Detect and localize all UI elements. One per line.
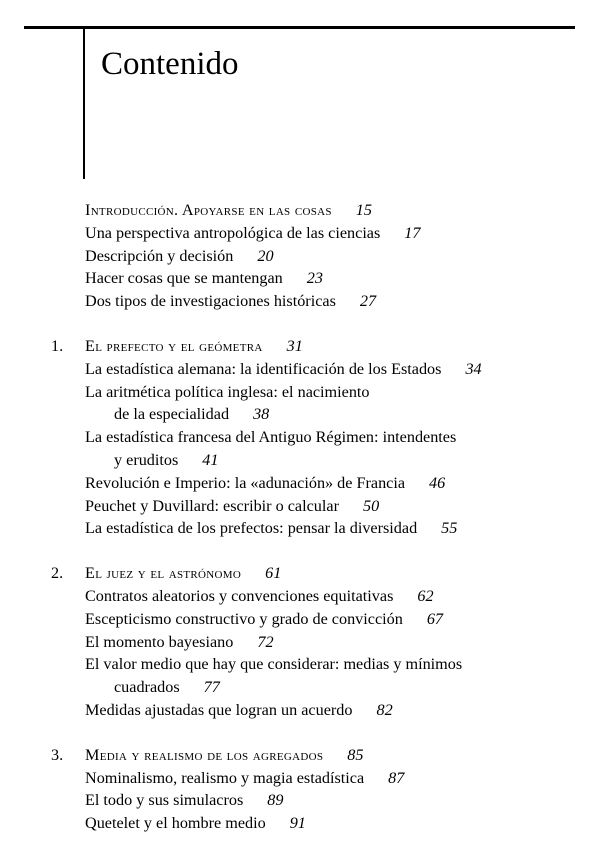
entry-text: Escepticismo constructivo y grado de convicción xyxy=(85,609,403,628)
chapter-number: 2. xyxy=(51,564,64,583)
toc-entry xyxy=(0,290,600,313)
toc-heading-row xyxy=(0,335,600,358)
toc-entry xyxy=(0,358,600,381)
entry-text: El todo y sus simulacros xyxy=(85,791,244,810)
toc-entry xyxy=(0,585,600,608)
vertical-rule xyxy=(83,29,85,179)
toc-entry-continuation xyxy=(0,403,600,426)
entry-text: La estadística alemana: la identificación de los Estados xyxy=(85,359,442,378)
table-of-contents xyxy=(0,199,600,835)
toc-entry xyxy=(0,245,600,268)
entry-text: El momento bayesiano xyxy=(85,632,234,651)
page-number: 15 xyxy=(355,201,372,219)
page-number: 67 xyxy=(426,609,444,628)
chapter-number: 3. xyxy=(51,745,64,764)
page-number: 31 xyxy=(286,336,303,355)
toc-entry xyxy=(0,653,600,676)
toc-entry xyxy=(0,222,600,245)
toc-entry xyxy=(0,789,600,812)
toc-entry xyxy=(0,426,600,449)
toc-entry xyxy=(0,517,600,540)
page-number: 50 xyxy=(362,496,380,515)
chapter-heading: Media y realismo de los agregados xyxy=(85,745,324,764)
entry-text: La aritmética política inglesa: el nacimiento xyxy=(85,382,370,401)
entry-text: El valor medio que hay que considerar: medias y mínimos xyxy=(85,655,463,674)
toc-entry xyxy=(0,495,600,518)
entry-text: Peuchet y Duvillard: escribir o calcular xyxy=(85,496,339,515)
chapter-heading: Introducción. Apoyarse en las cosas xyxy=(85,201,332,219)
chapter-heading: El prefecto y el geómetra xyxy=(85,336,263,355)
entry-text: de la especialidad xyxy=(114,405,230,424)
page-number: 85 xyxy=(347,745,364,764)
page-number: 46 xyxy=(429,473,446,492)
page-number: 77 xyxy=(203,678,220,697)
page-number: 61 xyxy=(265,564,282,583)
entry-text: La estadística de los prefectos: pensar la diversidad xyxy=(85,519,418,538)
toc-entry xyxy=(0,631,600,654)
toc-entry-continuation xyxy=(0,676,600,699)
page-number: 72 xyxy=(257,632,274,651)
entry-text: La estadística francesa del Antiguo Régimen: intendentes xyxy=(85,428,457,447)
page-number: 89 xyxy=(267,791,284,810)
toc-entry xyxy=(0,699,600,722)
page-number: 34 xyxy=(465,359,482,378)
toc-entry xyxy=(0,608,600,631)
entry-text: Nominalismo, realismo y magia estadística xyxy=(85,768,365,787)
entry-text: y eruditos xyxy=(114,450,179,469)
entry-text: Hacer cosas que se mantengan xyxy=(85,269,283,288)
entry-text: Revolución e Imperio: la «adunación» de Francia xyxy=(85,473,406,492)
page-number: 62 xyxy=(417,586,434,605)
page-number: 41 xyxy=(202,450,219,469)
toc-entry xyxy=(0,812,600,835)
page-number: 91 xyxy=(289,814,306,833)
toc-entry xyxy=(0,381,600,404)
entry-text: Descripción y decisión xyxy=(85,246,234,265)
top-rule xyxy=(24,26,575,29)
entry-text: Medidas ajustadas que logran un acuerdo xyxy=(85,700,353,719)
page-number: 23 xyxy=(306,269,323,288)
page-number: 87 xyxy=(388,768,405,787)
entry-text: Quetelet y el hombre medio xyxy=(85,814,266,833)
page-number: 27 xyxy=(359,292,377,311)
toc-heading-row xyxy=(0,199,600,222)
toc-heading-row xyxy=(0,744,600,767)
page-number: 20 xyxy=(257,246,274,265)
toc-entry-continuation xyxy=(0,449,600,472)
page-title: Contenido xyxy=(101,46,239,82)
page-number: 17 xyxy=(404,223,421,242)
entry-text: Dos tipos de investigaciones históricas xyxy=(85,292,336,311)
toc-heading-row xyxy=(0,562,600,585)
chapter-number: 1. xyxy=(51,336,64,355)
toc-entry xyxy=(0,767,600,790)
page-number: 55 xyxy=(441,519,458,538)
entry-text: Contratos aleatorios y convenciones equitativas xyxy=(85,586,394,605)
entry-text: Una perspectiva antropológica de las ciencias xyxy=(85,223,381,242)
page-number: 38 xyxy=(253,405,270,424)
toc-entry xyxy=(0,267,600,290)
entry-text: cuadrados xyxy=(114,678,180,697)
page-number: 82 xyxy=(376,700,393,719)
chapter-heading: El juez y el astrónomo xyxy=(85,564,242,583)
toc-entry xyxy=(0,472,600,495)
